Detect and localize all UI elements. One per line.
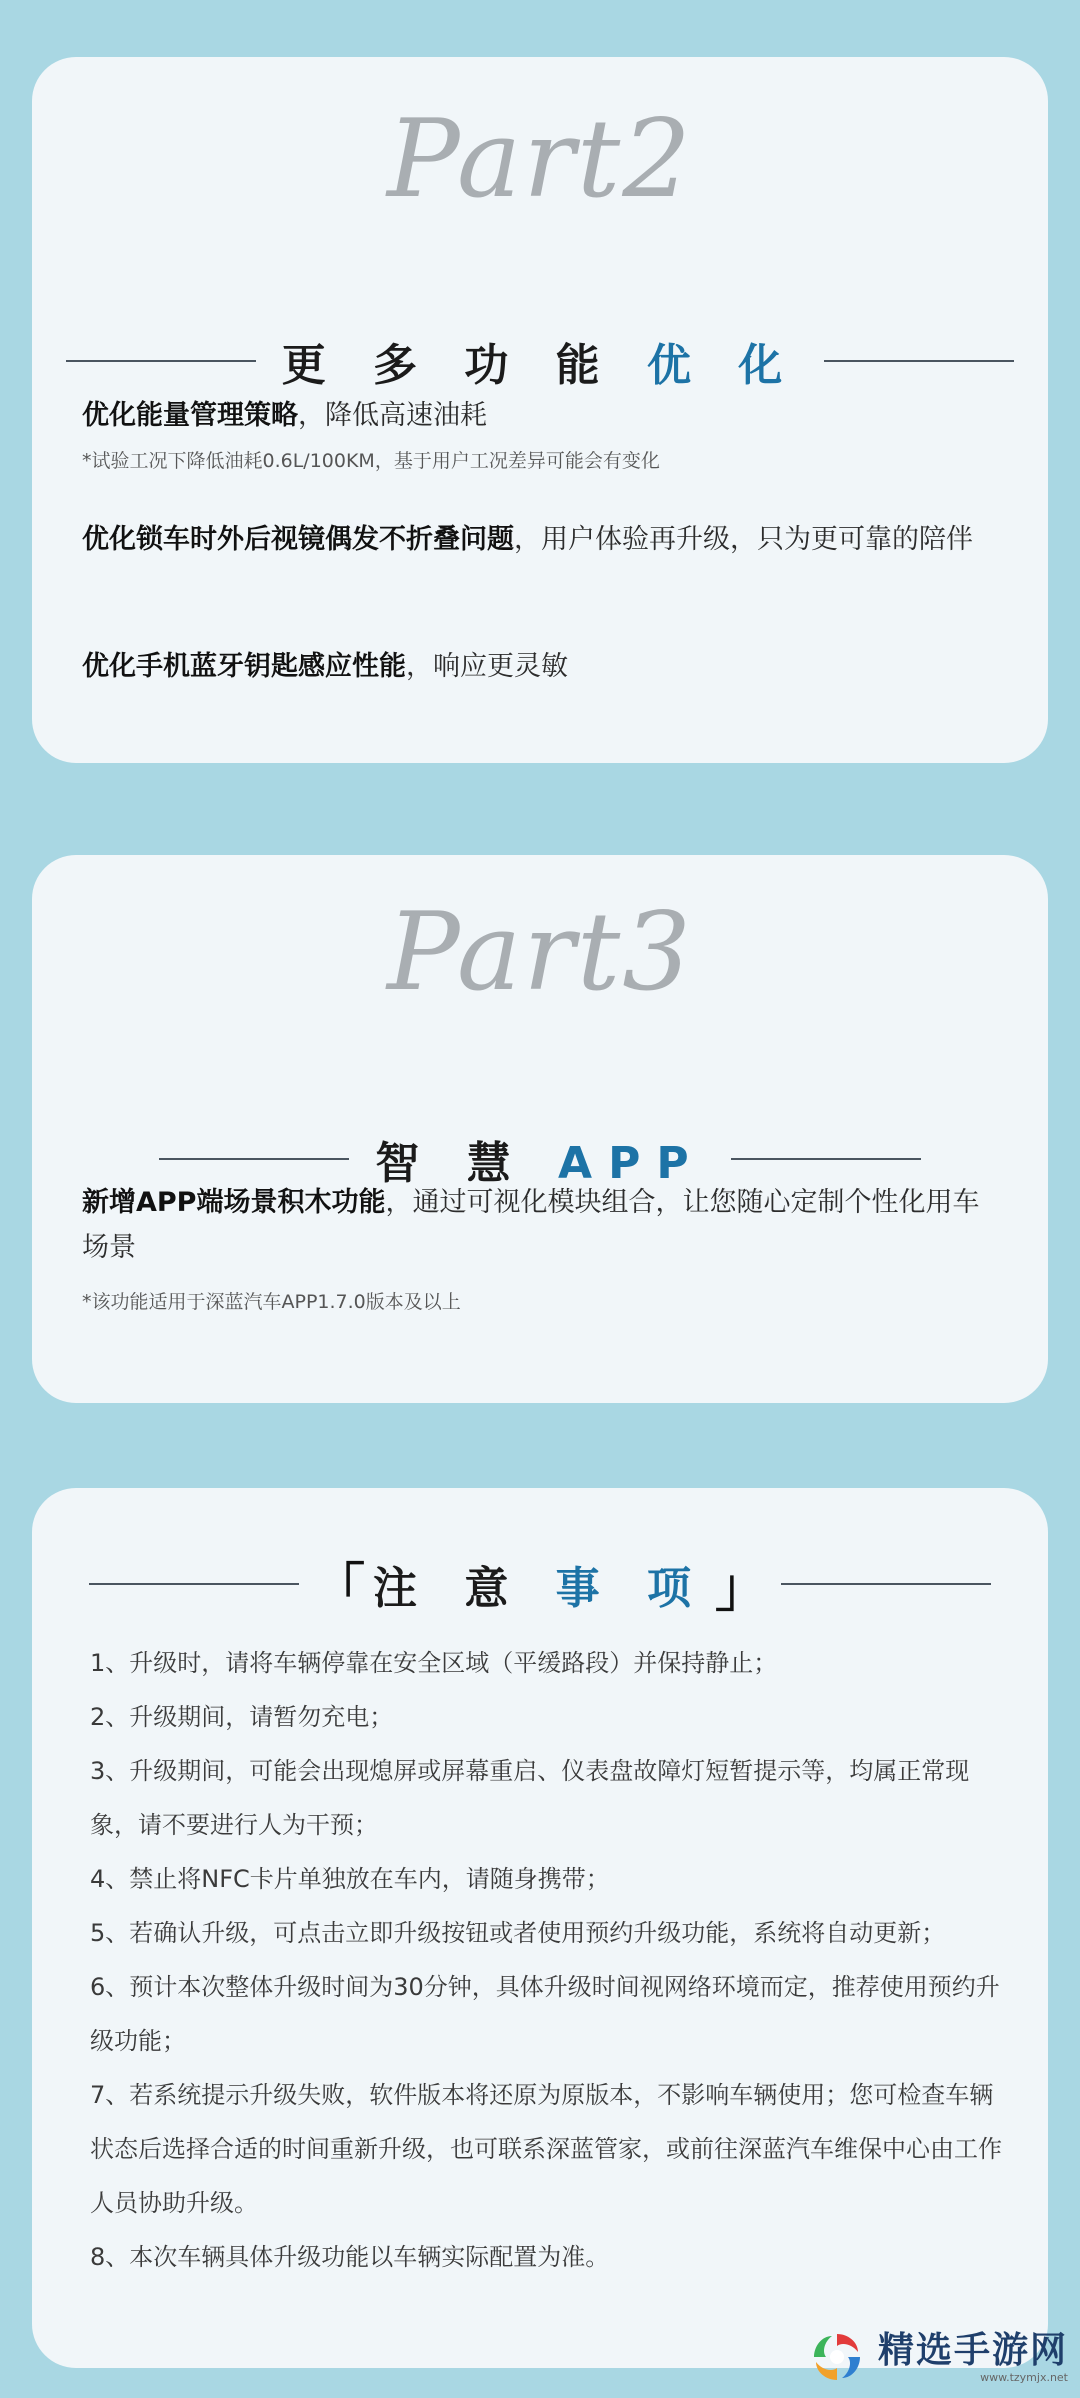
feature-item-bold: 优化手机蓝牙钥匙感应性能 [82, 651, 406, 682]
heading-divider-right [781, 1583, 991, 1585]
feature-item-text: ，通过可视化模块组合，让您随心定制个性化用车场景 [82, 1187, 980, 1263]
heading-divider-left [89, 1583, 299, 1585]
watermark-url: www.tzymjx.net [980, 2370, 1068, 2384]
notice-title [373, 1552, 707, 1616]
feature-item [82, 517, 1002, 562]
feature-item-bold: 优化锁车时外后视镜偶发不折叠问题 [82, 524, 514, 555]
heading-divider-right [824, 360, 1014, 362]
feature-item-text: ，降低高速油耗 [298, 400, 487, 431]
notice-title-dark: 注 意 [373, 1562, 525, 1614]
notice-line: 3、升级期间，可能会出现熄屏或屏幕重启、仪表盘故障灯短暂提示等，均属正常现象，请不要进行人为干预； [90, 1757, 970, 1839]
notice-card [32, 1488, 1048, 2368]
notice-heading [32, 1546, 1048, 1621]
heading-divider-left [66, 360, 256, 362]
section-title-blue: APP [558, 1138, 705, 1189]
feature-item [82, 644, 1002, 689]
bracket-right: 」 [714, 1559, 767, 1619]
swirl-logo-icon [808, 2328, 866, 2386]
bracket-left: 「 [312, 1559, 365, 1619]
notice-line: 6、预计本次整体升级时间为30分钟，具体升级时间视网络环境而定，推荐使用预约升级功能； [90, 1973, 1000, 2055]
section-heading [32, 329, 1048, 393]
notice-line: 5、若确认升级，可点击立即升级按钮或者使用预约升级功能，系统将自动更新； [90, 1919, 946, 1947]
feature-item-bold: 优化能量管理策略 [82, 400, 298, 431]
heading-divider-left [159, 1158, 349, 1160]
watermark-title: 精选手游网 [877, 2329, 1068, 2371]
notice-list [90, 1636, 1002, 2284]
heading-divider-right [731, 1158, 921, 1160]
notice-line: 8、本次车辆具体升级功能以车辆实际配置为准。 [90, 2243, 610, 2271]
feature-item [82, 393, 1002, 438]
optimization-card [32, 57, 1048, 763]
feature-footnote: *该功能适用于深蓝汽车APP1.7.0版本及以上 [82, 1291, 461, 1313]
notice-title-blue: 事 项 [555, 1562, 707, 1614]
feature-item-text: ，用户体验再升级，只为更可靠的陪伴 [514, 524, 973, 555]
feature-item [82, 1180, 1002, 1270]
notice-line: 4、禁止将NFC卡片单独放在车内，请随身携带； [90, 1865, 610, 1893]
section-title-blue: 优 化 [646, 340, 799, 391]
notice-line: 2、升级期间，请暂勿充电； [90, 1703, 394, 1731]
section-title-dark: 更 多 功 能 [281, 340, 616, 391]
feature-item-text: ，响应更灵敏 [406, 651, 568, 682]
part3-script-title: Part3 [387, 890, 693, 1015]
smart-app-card [32, 855, 1048, 1403]
section-title-dark: 智 慧 [375, 1138, 527, 1189]
feature-item-bold: 新增APP端场景积木功能 [82, 1187, 386, 1218]
notice-line: 7、若系统提示升级失败，软件版本将还原为原版本，不影响车辆使用；您可检查车辆状态后选择合适的时间重新升级，也可联系深蓝管家，或前往深蓝汽车维保中心由工作人员协助升级。 [90, 2081, 1002, 2217]
feature-footnote: *试验工况下降低油耗0.6L/100KM，基于用户工况差异可能会有变化 [82, 450, 660, 472]
watermark-logo [808, 2322, 1068, 2392]
part2-script-title: Part2 [387, 97, 693, 222]
watermark-text [878, 2331, 1068, 2384]
section-title [282, 329, 799, 393]
notice-line: 1、升级时，请将车辆停靠在安全区域（平缓路段）并保持静止； [90, 1649, 778, 1677]
